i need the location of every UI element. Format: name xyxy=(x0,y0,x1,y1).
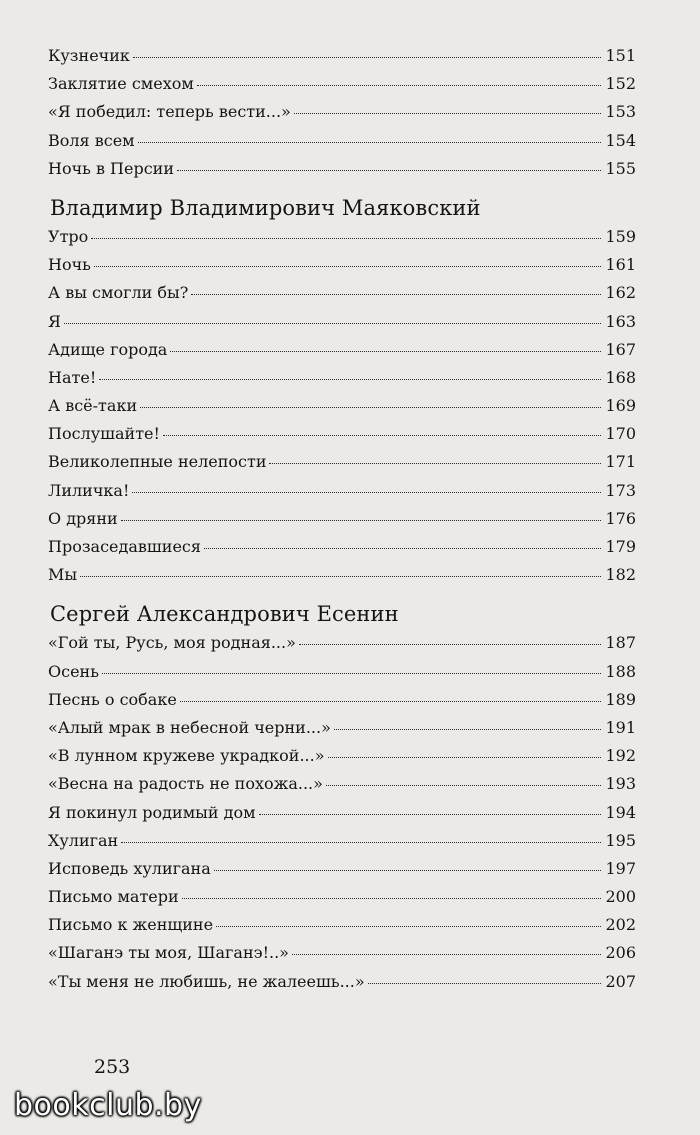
entry-title: А всё-таки xyxy=(48,396,138,416)
entry-page: 191 xyxy=(605,717,636,737)
toc-section xyxy=(48,42,636,183)
toc-entry xyxy=(48,686,636,714)
toc-entry xyxy=(48,364,636,392)
toc-entry xyxy=(48,279,636,307)
entry-title: А вы смогли бы? xyxy=(48,283,189,303)
dot-leader xyxy=(133,56,602,58)
entry-page: 168 xyxy=(605,367,636,387)
dot-leader xyxy=(80,575,601,577)
dot-leader xyxy=(94,265,602,267)
dot-leader xyxy=(197,84,602,86)
entry-title: Заклятие смехом xyxy=(48,74,194,94)
dot-leader xyxy=(170,350,601,352)
entry-page: 155 xyxy=(605,158,636,178)
toc-entry xyxy=(48,714,636,742)
entry-title: Исповедь хулигана xyxy=(48,858,211,878)
entry-title: «Гой ты, Русь, моя родная...» xyxy=(48,633,296,653)
entry-title: Послушайте! xyxy=(48,424,160,444)
watermark: bookclub.by xyxy=(14,1088,202,1123)
dot-leader xyxy=(191,293,601,295)
entry-title: «Алый мрак в небесной черни...» xyxy=(48,717,331,737)
dot-leader xyxy=(140,406,601,408)
dot-leader xyxy=(177,169,601,171)
entry-page: 194 xyxy=(605,802,636,822)
entry-page: 207 xyxy=(605,971,636,991)
toc-entry xyxy=(48,629,636,657)
entry-title: Адище города xyxy=(48,339,168,359)
entry-title: Прозаседавшиеся xyxy=(48,537,201,556)
entry-page: 153 xyxy=(605,102,636,122)
toc-entry xyxy=(48,827,636,855)
entry-page: 182 xyxy=(605,565,636,585)
dot-leader xyxy=(204,547,601,549)
entry-page: 187 xyxy=(605,633,636,653)
entry-page: 188 xyxy=(605,661,636,681)
entry-title: Письмо к женщине xyxy=(48,915,214,935)
entry-title: Ночь xyxy=(48,255,91,275)
author-heading: Владимир Владимирович Маяковский xyxy=(50,195,481,220)
toc-entry xyxy=(48,533,636,561)
toc-entry xyxy=(48,336,636,364)
toc-entry xyxy=(48,420,636,448)
entry-title: «В лунном кружеве украдкой...» xyxy=(48,746,325,766)
dot-leader xyxy=(163,434,602,436)
entry-page: 170 xyxy=(605,424,636,444)
toc-entry xyxy=(48,658,636,686)
entry-title: Я покинул родимый дом xyxy=(48,802,256,822)
dot-leader xyxy=(216,925,601,927)
toc-entry xyxy=(48,392,636,420)
toc-entry xyxy=(48,939,636,967)
entry-title: Кузнечик xyxy=(48,46,130,65)
entry-title: Воля всем xyxy=(48,130,135,150)
dot-leader xyxy=(259,813,602,815)
entry-page: 192 xyxy=(605,746,636,766)
entry-title: Великолепные нелепости xyxy=(48,452,267,472)
toc-entry xyxy=(48,308,636,336)
entry-title: Я xyxy=(48,311,61,331)
dot-leader xyxy=(269,462,601,464)
entry-page: 152 xyxy=(605,74,636,94)
entry-page: 151 xyxy=(605,46,636,65)
entry-page: 200 xyxy=(605,887,636,907)
entry-title: Осень xyxy=(48,661,99,681)
toc-entry xyxy=(48,251,636,279)
entry-page: 202 xyxy=(605,915,636,935)
dot-leader xyxy=(294,112,602,114)
toc-entry xyxy=(48,98,636,126)
dot-leader xyxy=(64,322,602,324)
toc-entry xyxy=(48,911,636,939)
toc-entry xyxy=(48,42,636,70)
toc-entry xyxy=(48,477,636,505)
dot-leader xyxy=(328,756,602,758)
toc-entry xyxy=(48,155,636,183)
toc-entry xyxy=(48,448,636,476)
toc-entry xyxy=(48,770,636,798)
toc-entry xyxy=(48,223,636,251)
dot-leader xyxy=(182,897,602,899)
dot-leader xyxy=(326,784,602,786)
toc-entry xyxy=(48,799,636,827)
toc-section xyxy=(48,599,636,995)
entry-title: Хулиган xyxy=(48,830,119,850)
dot-leader xyxy=(138,141,602,143)
entry-title: Мы xyxy=(48,565,78,585)
entry-title: «Ты меня не любишь, не жалеешь...» xyxy=(48,971,365,991)
entry-title: Нате! xyxy=(48,367,97,387)
entry-title: Ночь в Персии xyxy=(48,158,175,178)
entry-page: 197 xyxy=(605,858,636,878)
toc-entry xyxy=(48,70,636,98)
entry-page: 154 xyxy=(605,130,636,150)
table-of-contents xyxy=(48,42,636,996)
toc-section xyxy=(48,193,636,589)
entry-page: 176 xyxy=(605,508,636,528)
toc-entry xyxy=(48,855,636,883)
entry-page: 171 xyxy=(605,452,636,472)
entry-page: 206 xyxy=(605,943,636,963)
dot-leader xyxy=(214,869,602,871)
entry-title: «Шаганэ ты моя, Шаганэ!..» xyxy=(48,943,289,963)
page-number: 253 xyxy=(94,1056,131,1078)
entry-page: 179 xyxy=(605,537,636,556)
entry-title: «Весна на радость не похожа...» xyxy=(48,774,323,794)
dot-leader xyxy=(121,841,601,843)
entry-page: 161 xyxy=(605,255,636,275)
dot-leader xyxy=(91,237,601,239)
entry-page: 169 xyxy=(605,396,636,416)
dot-leader xyxy=(180,700,602,702)
entry-page: 173 xyxy=(605,480,636,500)
dot-leader xyxy=(99,378,601,380)
toc-entry xyxy=(48,883,636,911)
entry-page: 195 xyxy=(605,830,636,850)
dot-leader xyxy=(121,519,602,521)
entry-page: 163 xyxy=(605,311,636,331)
dot-leader xyxy=(102,672,602,674)
entry-title: «Я победил: теперь вести...» xyxy=(48,102,291,122)
toc-entry xyxy=(48,505,636,533)
entry-title: О дряни xyxy=(48,508,118,528)
author-heading: Сергей Александрович Есенин xyxy=(50,602,399,627)
entry-page: 189 xyxy=(605,689,636,709)
toc-entry xyxy=(48,561,636,589)
dot-leader xyxy=(132,491,601,493)
entry-title: Лиличка! xyxy=(48,480,130,500)
entry-page: 159 xyxy=(605,226,636,246)
entry-title: Песнь о собаке xyxy=(48,689,177,709)
entry-title: Письмо матери xyxy=(48,887,179,907)
toc-entry xyxy=(48,127,636,155)
entry-page: 193 xyxy=(605,774,636,794)
toc-entry xyxy=(48,968,636,996)
dot-leader xyxy=(334,728,602,730)
entry-page: 162 xyxy=(605,283,636,303)
toc-entry xyxy=(48,742,636,770)
entry-title: Утро xyxy=(48,226,89,246)
dot-leader xyxy=(292,953,601,955)
dot-leader xyxy=(368,982,602,984)
entry-page: 167 xyxy=(605,339,636,359)
dot-leader xyxy=(299,643,602,645)
